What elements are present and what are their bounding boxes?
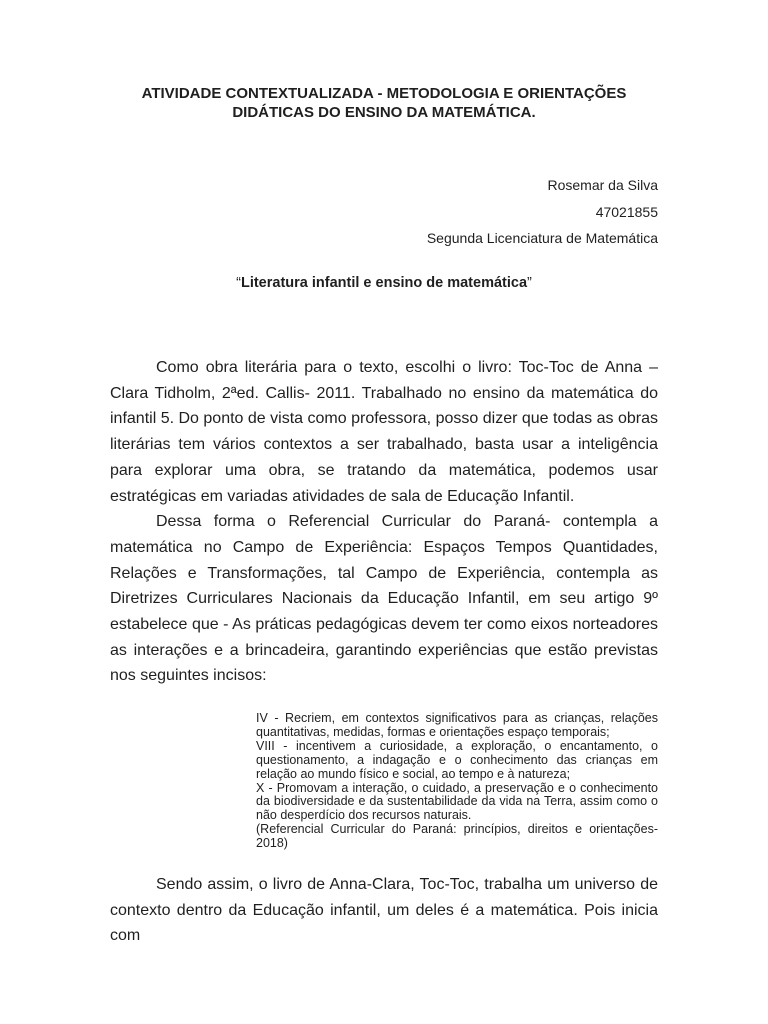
author-course: Segunda Licenciatura de Matemática bbox=[426, 230, 658, 246]
document-title bbox=[110, 84, 658, 122]
body-text bbox=[110, 355, 658, 689]
body-text-continued bbox=[110, 872, 658, 949]
paragraph-1: Como obra literária para o texto, escolhi o livro: Toc-Toc de Anna – Clara Tidholm, 2ªed. Callis- 2011. Trabalhado no ensino da matemática do infantil 5. Do ponto de vista como professora, posso dizer que todas as obras literárias tem vários contextos a ser trabalhado, basta usar a inteligência para explorar uma obra, se tratando da matemática, podemos usar estratégicas em variadas atividades de sala de Educação Infantil. bbox=[110, 359, 658, 505]
paragraph-3: Sendo assim, o livro de Anna-Clara, Toc-Toc, trabalha um universo de contexto dentro da Educação infantil, um deles é a matemática. Pois inicia com bbox=[110, 876, 658, 945]
quote-item-iv: IV - Recriem, em contextos significativos para as crianças, relações quantitativas, medidas, formas e orientações espaço temporais; bbox=[256, 711, 658, 739]
quote-source: (Referencial Curricular do Paraná: princípios, direitos e orientações-2018) bbox=[256, 822, 658, 851]
subtitle-text: Literatura infantil e ensino de matemática bbox=[240, 275, 528, 291]
author-name: Rosemar da Silva bbox=[547, 177, 658, 193]
block-quote bbox=[256, 712, 658, 851]
author-block bbox=[427, 172, 658, 252]
paragraph-2: Dessa forma o Referencial Curricular do Paraná- contempla a matemática no Campo de Experiência: Espaços Tempos Quantidades, Relações e Transformações, tal Campo de Experiência, contempla as Diretrizes Curriculares Nacionais da Educação Infantil, em seu artigo 9º estabelece que - As práticas pedagógicas devem ter como eixos norteadores as interações e a brincadeira, garantindo experiências que estão previstas nos seguintes incisos: bbox=[110, 513, 658, 685]
quote-item-x: X - Promovam a interação, o cuidado, a preservação e o conhecimento da biodiversidade e da sustentabilidade da vida na Terra, assim como o não desperdício dos recursos naturais. bbox=[256, 780, 658, 823]
quote-item-viii: VIII - incentivem a curiosidade, a exploração, o encantamento, o questionamento, a indagação e o conhecimento das crianças em relação ao mundo físico e social, ao tempo e à natureza; bbox=[256, 738, 658, 781]
title-line-1: ATIVIDADE CONTEXTUALIZADA - METODOLOGIA E ORIENTAÇÕES bbox=[141, 85, 627, 102]
subtitle-open-quote: “ bbox=[236, 275, 241, 291]
author-id: 47021855 bbox=[595, 203, 658, 220]
title-line-2: DIDÁTICAS DO ENSINO DA MATEMÁTICA. bbox=[232, 104, 536, 121]
subtitle-close-quote: ” bbox=[527, 275, 532, 291]
document-subtitle bbox=[110, 275, 658, 291]
